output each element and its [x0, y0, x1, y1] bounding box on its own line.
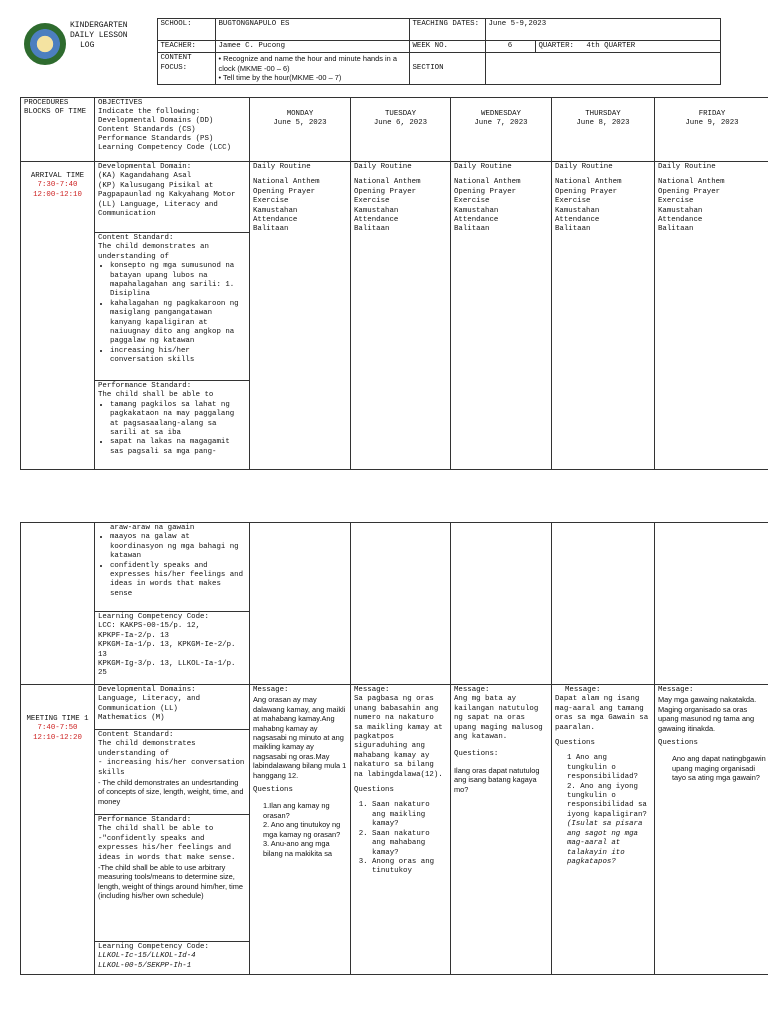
arrival-dd: Developmental Domain: (KA) Kagandahang Asal (KP) Kalusugang Pisikal at Pagpapaunlad ng Kakyahang Motor (LL) Language, Literacy and Communication [95, 162, 249, 233]
arrival-continued-monday [250, 523, 351, 685]
quarter-label: QUARTER: [538, 42, 574, 50]
content-focus-item: • Tell time by the hour(MKME -00 – 7) [218, 73, 342, 83]
arrival-ps-item: • maayos na galaw at koordinasyon ng mga bahagi ng katawan [110, 533, 246, 561]
day-header-tuesday: TUESDAY June 6, 2023 [351, 98, 451, 162]
arrival-ps-item: • tamang pagkilos sa lahat ng pagkakataon na may paggalang at pagsasaalang-alang sa sarili at sa iba [110, 401, 246, 439]
content-focus-label: CONTENT FOCUS: [157, 53, 215, 85]
day-header-thursday: THURSDAY June 8, 2023 [552, 98, 655, 162]
lesson-table [20, 97, 768, 470]
week-label: WEEK NO. [409, 41, 485, 53]
arrival-ps-item: • sapat na lakas na magagamit sas pagsali sa mga pang- [110, 438, 246, 457]
teacher-value: Jamee C. Pucong [215, 41, 409, 53]
day-header-friday: FRIDAY June 9, 2023 [655, 98, 768, 162]
section-label: SECTION [409, 53, 485, 85]
header-logo-cell [20, 19, 157, 85]
meeting-time-1: 7:40-7:50 [37, 724, 78, 733]
arrival-time-2: 12:00-12:10 [33, 190, 82, 199]
arrival-thursday: Daily Routine National Anthem Opening Prayer Exercise Kamustahan Attendance Balitaan [552, 162, 655, 470]
arrival-monday: Daily Routine National Anthem Opening Prayer Exercise Kamustahan Attendance Balitaan [250, 162, 351, 470]
meeting-ps: Performance Standard: The child shall be able to -"confidently speaks and expresses his/her feelings and ideas in words that make sense. -The child shall be able to use arbitrary measuring tools/means to determine size, length, weight of things around him/her, time (including his/her own schedule) [95, 815, 249, 942]
lesson-table-page1 [20, 97, 768, 470]
arrival-objectives-cell [95, 162, 250, 470]
meeting-time-row [21, 685, 768, 975]
arrival-continued-tuesday [351, 523, 451, 685]
arrival-continued-label [21, 523, 95, 685]
dll-title: KINDERGARTEN DAILY LESSON LOG [70, 20, 128, 50]
tuesday-question: 2. Saan nakaturo ang mahabang kamay? [372, 830, 447, 858]
arrival-tuesday: Daily Routine National Anthem Opening Prayer Exercise Kamustahan Attendance Balitaan [351, 162, 451, 470]
meeting-monday: Message: Ang orasan ay may dalawang kamay, ang maikli at mahabang kamay.Ang mahabng kamay ay nagsasabi ng minuto at ang maikling kamay ay nagsasabi ng oras.May labindalawang bilang mula 1 hanggang 12. Questions 1.Ilan ang kamay ng orasan? 2. Ano ang tinutukoy ng mga kamay ng orasan? 3. Anu-ano ang mga bilang na makikita sa [250, 685, 351, 975]
tuesday-question: 1. Saan nakaturo ang maikling kamay? [372, 801, 447, 829]
arrival-cs-item: • konsepto ng mga sumusunod na batayan upang lubos na mapahalagahan ang sarili: 1. Disiplina [110, 262, 246, 300]
meeting-lcc: Learning Competency Code: LLKOL-Ic-15/LLKOL-Id-4 LLKOL-00-5/SEKPP-Ih-1 [98, 943, 209, 970]
arrival-continued-row [21, 523, 768, 685]
column-header-row [21, 98, 768, 162]
arrival-ps-item: • confidently speaks and expresses his/her feelings and ideas in words that makes sense [110, 562, 246, 600]
meeting-dd: Developmental Domains: Language, Literacy, and Communication (LL) Mathematics (M) [95, 685, 249, 730]
section-value [485, 53, 720, 85]
deped-seal-icon [24, 23, 66, 65]
arrival-ps-continued: araw-araw na gawain • maayos na galaw at koordinasyon ng mga bahagi ng katawan • confidently speaks and expresses his/her feelings and ideas in words that makes sense [95, 523, 249, 612]
arrival-wednesday: Daily Routine National Anthem Opening Prayer Exercise Kamustahan Attendance Balitaan [451, 162, 552, 470]
objectives-header: OBJECTIVES Indicate the following: Developmental Domains (DD) Content Standards (CS) Performance Standards (PS) Learning Competency Code (LCC) [95, 98, 250, 162]
meeting-objectives-cell [95, 685, 250, 975]
tuesday-question: 3. Anong oras ang tinutukoy [372, 858, 447, 877]
content-focus-value [215, 53, 409, 85]
meeting-wednesday: Message: Ang mg bata ay kailangan natutulog ng sapat na oras upang maging malusog ang katawan. Questions: Ilang oras dapat natutulog ang isang batang kagaya mo? [451, 685, 552, 975]
arrival-cs-item: • increasing his/her conversation skills [110, 347, 246, 366]
school-label: SCHOOL: [157, 19, 215, 41]
arrival-cs-item: • kahalagahan ng pagkakaroon ng masiglang pangangatawan kanyang kapaligiran at naiuugnay dito ang angkop na paggalaw ng katawan [110, 300, 246, 347]
arrival-ps: Performance Standard: The child shall be able to • tamang pagkilos sa lahat ng pagkakataon na may paggalang at pagsasaalang-alang sa sarili at sa iba • sapat na lakas na magagamit sas pagsali sa mga pang- [95, 381, 249, 469]
day-header-monday: MONDAY June 5, 2023 [250, 98, 351, 162]
header-section [20, 18, 720, 85]
teaching-dates-value: June 5-9,2023 [485, 19, 720, 41]
arrival-time-cell: ARRIVAL TIME 7:30-7:40 12:00-12:10 [21, 162, 95, 470]
lesson-table-page2 [20, 522, 768, 975]
content-focus-item: • Recognize and name the hour and minute hands in a clock (MKME -00 – 6) [218, 54, 397, 73]
arrival-continued-friday [655, 523, 768, 685]
arrival-continued-thursday [552, 523, 655, 685]
arrival-time-1: 7:30-7:40 [37, 181, 78, 190]
arrival-continued-wednesday [451, 523, 552, 685]
meeting-cs: Content Standard: The child demonstrates understanding of - increasing his/her conversation skills - The child demonstrates an undesrtanding of concepts of size, length, weight, time, and money [95, 730, 249, 815]
header-table [20, 18, 721, 85]
arrival-cs: Content Standard: The child demonstrates an understanding of • konsepto ng mga sumusunod na batayan upang lubos na mapahalagahan ang sarili: 1. Disiplina • kahalagahan ng pagkakaroon ng masiglang pangangatawan kanyang kapaligiran at naiuugnay dito ang angkop na paggalaw ng katawan • increasing his/her conversation skills [95, 233, 249, 381]
meeting-friday: Message: May mga gawaing nakatakda. Maging organisado sa oras upang masunod ng tama ang gawaing itinakda. Questions Ano ang dapat natingbgawin upang maging organisadi tayo sa ating mga gawain? [655, 685, 768, 975]
week-value: 6 [485, 41, 535, 53]
meeting-time-cell: MEETING TIME 1 7:40-7:50 12:10-12:20 [21, 685, 95, 975]
lesson-table-continued [20, 522, 768, 975]
meeting-thursday: Message: Dapat alam ng isang mag-aaral ang tamang oras sa mga Gawain sa paaralan. Questions 1 Ano ang tungkulin o responsibilidad? 2. Ano ang iyong tungkulin o responsibilidad sa iyong kapaligiran? (Isulat sa pisara ang sagot ng mga mag-aaral at talakayin ito pagkatapos? [552, 685, 655, 975]
procedures-header: PROCEDURES BLOCKS OF TIME [21, 98, 95, 162]
arrival-time-row [21, 162, 768, 470]
quarter-cell [535, 41, 720, 53]
quarter-value: 4th QUARTER [586, 42, 636, 50]
day-header-wednesday: WEDNESDAY June 7, 2023 [451, 98, 552, 162]
meeting-tuesday: Message: Sa pagbasa ng oras unang babasahin ang numero na nakaturo sa maikling kamay at pagkatpos siguraduhing ang mahabang kamay ay nakaturo sa bilang na labingdalawa(12). Questions 1. Saan nakaturo ang maikling kamay? 2. Saan nakaturo ang mahabang kamay? 3. Anong oras ang tinutukoy [351, 685, 451, 975]
arrival-continued-objectives [95, 523, 250, 685]
school-value: BUGTONGNAPULO ES [215, 19, 409, 41]
arrival-friday: Daily Routine National Anthem Opening Prayer Exercise Kamustahan Attendance Balitaan [655, 162, 768, 470]
meeting-time-2: 12:10-12:20 [33, 733, 82, 742]
teaching-dates-label: TEACHING DATES: [409, 19, 485, 41]
teacher-label: TEACHER: [157, 41, 215, 53]
arrival-lcc: Learning Competency Code: LCC: KAKPS-00-15/p. 12, KPKPF-Ia-2/p. 13 KPKGM-Ia-1/p. 13, KPKGM-Ie-2/p. 13 KPKGM-Ig-3/p. 13, LLKOL-Ia-1/p. 25 [98, 613, 236, 678]
